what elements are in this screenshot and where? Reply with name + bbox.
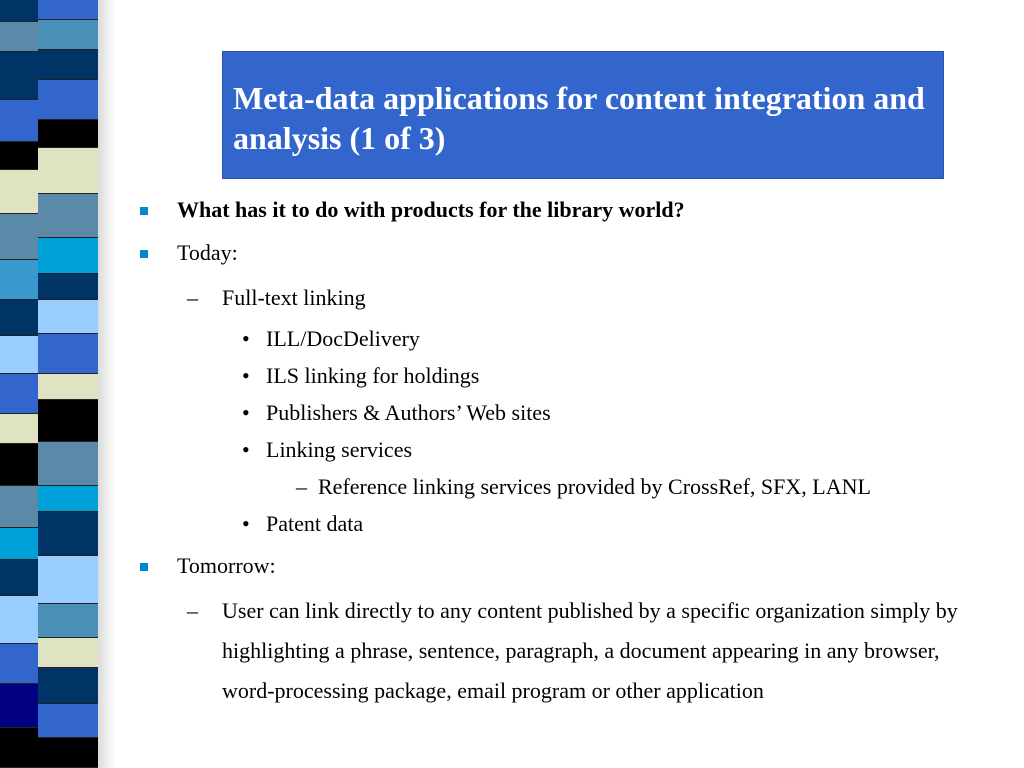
strip-block — [0, 142, 40, 170]
strip-block — [0, 336, 40, 374]
strip-block — [0, 528, 40, 560]
strip-block — [0, 214, 40, 260]
strip-block — [38, 194, 98, 238]
strip-block — [0, 260, 40, 300]
slide-title: Meta-data applications for content integration and analysis (1 of 3) — [233, 80, 925, 156]
strip-block — [0, 486, 40, 528]
bullet-ils: ILS linking for holdings — [266, 363, 480, 388]
strip-block — [0, 444, 40, 486]
strip-block — [38, 668, 98, 704]
strip-block — [38, 400, 98, 442]
bullet-today: Today: — [177, 240, 238, 265]
strip-block — [0, 170, 40, 214]
strip-block — [38, 0, 98, 20]
strip-block — [0, 560, 40, 596]
strip-block — [0, 100, 40, 142]
strip-block — [38, 20, 98, 50]
dot-bullet-icon: • — [242, 326, 250, 351]
strip-block — [38, 738, 98, 768]
dot-bullet-icon: • — [242, 400, 250, 425]
strip-block — [0, 52, 40, 100]
dash-bullet-icon: – — [187, 285, 198, 310]
bullet-patent-data: Patent data — [266, 511, 364, 536]
strip-block — [38, 442, 98, 486]
strip-block — [0, 374, 40, 414]
bullet-ill: ILL/DocDelivery — [266, 326, 420, 351]
strip-block — [38, 704, 98, 738]
strip-block — [38, 638, 98, 668]
strip-block — [0, 644, 40, 684]
strip-block — [0, 728, 40, 768]
strip-block — [38, 148, 98, 194]
title-box — [222, 51, 944, 179]
bullet-reference-linking: Reference linking services provided by CrossRef, SFX, LANL — [318, 474, 871, 499]
strip-block — [38, 80, 98, 120]
strip-block — [38, 50, 98, 80]
bullet-user-link: User can link directly to any content published by a specific organization simply by highlighting a phrase, sentence, paragraph, a document appearing in any browser, word-processing package, email program or other application — [222, 598, 958, 703]
strip-block — [0, 300, 40, 336]
dash-bullet-icon: – — [296, 474, 307, 499]
strip-block — [38, 486, 98, 512]
square-bullet-icon — [140, 207, 148, 215]
bullet-tomorrow: Tomorrow: — [177, 553, 276, 578]
strip-block — [38, 374, 98, 400]
strip-block — [0, 0, 40, 22]
decorative-strip — [0, 0, 98, 768]
strip-shadow — [96, 0, 116, 768]
strip-block — [38, 604, 98, 638]
strip-block — [38, 120, 98, 148]
dot-bullet-icon: • — [242, 511, 250, 536]
strip-block — [38, 300, 98, 334]
bullet-publishers: Publishers & Authors’ Web sites — [266, 400, 551, 425]
dot-bullet-icon: • — [242, 363, 250, 388]
strip-block — [38, 334, 98, 374]
strip-block — [0, 22, 40, 52]
strip-block — [0, 596, 40, 644]
bullet-fulltext-linking: Full-text linking — [222, 285, 366, 310]
dash-bullet-icon: – — [187, 598, 198, 623]
strip-block — [38, 556, 98, 604]
bullet-question: What has it to do with products for the library world? — [177, 197, 685, 222]
square-bullet-icon — [140, 563, 148, 571]
strip-block — [0, 684, 40, 728]
dot-bullet-icon: • — [242, 437, 250, 462]
strip-block — [38, 238, 98, 274]
strip-block — [38, 512, 98, 556]
strip-block — [38, 274, 98, 300]
square-bullet-icon — [140, 250, 148, 258]
strip-block — [0, 414, 40, 444]
bullet-linking-services: Linking services — [266, 437, 413, 462]
